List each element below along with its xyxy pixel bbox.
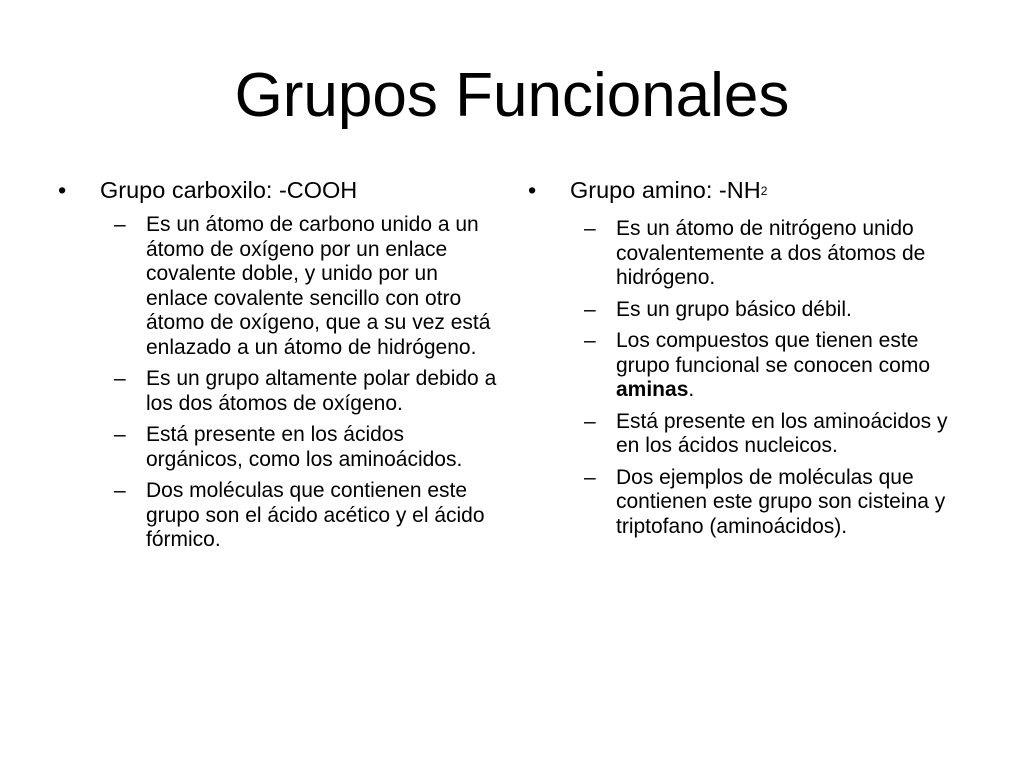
list-item-text: Es un grupo básico débil. [616,297,852,321]
list-item [58,213,498,360]
left-column [58,176,498,560]
amino-heading-text: Grupo amino: -NH [570,177,761,203]
list-item-text: Dos moléculas que contienen este grupo son el ácido acético y el ácido fórmico. [146,479,485,551]
amino-heading-subscript: 2 [760,184,768,198]
list-item-text: Está presente en los aminoácidos y en los ácidos nucleicos. [616,409,948,457]
list-item-text: Es un grupo altamente polar debido a los dos átomos de oxígeno. [146,367,497,415]
dash-icon: – [584,409,596,433]
dash-icon: – [114,367,126,390]
amino-details-list [528,217,968,539]
list-item [58,367,498,416]
carboxyl-heading-text: Grupo carboxilo: -COOH [100,177,358,203]
amino-group-heading [528,176,968,209]
dash-icon: – [114,423,126,446]
list-item-text: Dos ejemplos de moléculas que contienen este grupo son cisteina y triptofano (aminoácidos). [616,465,946,538]
dash-icon: – [584,465,596,489]
list-item [528,410,968,459]
list-item [528,217,968,291]
dash-icon: – [584,217,596,240]
list-item [58,479,498,553]
dash-icon: – [114,479,126,502]
bullet-icon: • [58,177,67,203]
bullet-icon: • [528,177,537,203]
dash-icon: – [584,297,596,321]
dash-icon: – [584,329,596,352]
list-item [528,329,968,403]
list-item [528,466,968,540]
carboxyl-group-heading [58,176,498,205]
list-item-text: Es un átomo de carbono unido a un átomo de oxígeno por un enlace covalente doble, y unido por un enlace covalente sencillo con otro átomo de oxígeno, que a su vez está enlazado a un átomo de hidrógeno. [146,213,491,359]
list-item-end: . [688,378,695,401]
aminas-term: aminas [616,378,689,401]
slide-title: Grupos Funcionales [234,61,790,130]
right-column [528,176,968,546]
list-item [528,298,968,323]
list-item-text: Los compuestos que tienen este grupo funcional se conocen como [616,329,931,377]
list-item-text: Es un átomo de nitrógeno unido covalentemente a dos átomos de hidrógeno. [616,217,926,289]
list-item-text: Está presente en los ácidos orgánicos, como los aminoácidos. [146,423,463,471]
dash-icon: – [114,213,126,236]
carboxyl-details-list [58,213,498,553]
list-item [58,423,498,472]
